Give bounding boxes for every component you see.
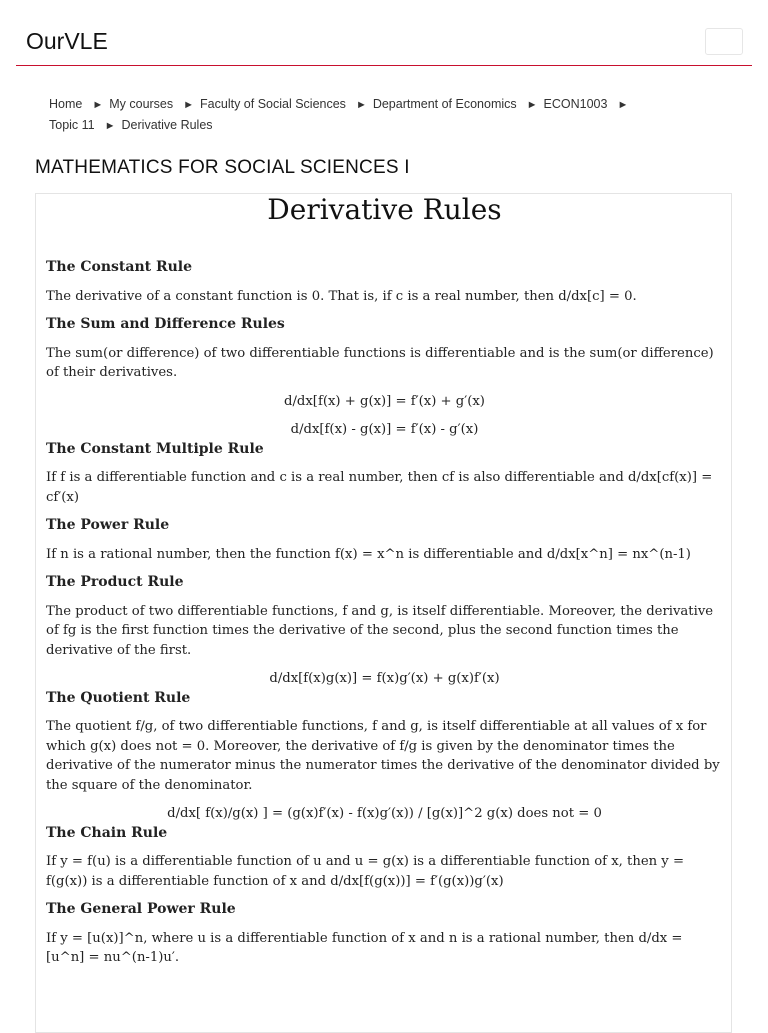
quotient-rule-title: The Quotient Rule xyxy=(46,689,191,706)
breadcrumb xyxy=(49,94,709,136)
quotient-rule-text: The quotient f/g, of two differentiable functions, f and g, is itself differentiable at all values of x for which g(x) does not = 0. Moreover, the derivative of f/g is given by the denominator times the derivative of the numerator minus the numerator times the derivative of the denominator divided by the square of the denominator. xyxy=(46,719,720,793)
header-divider xyxy=(16,65,752,66)
product-rule-text: The product of two differentiable functions, f and g, is itself differentiable. Moreover, the derivative of fg is the first function times the derivative of the second, plus the second function times the derivative of the first. xyxy=(46,603,714,658)
sum-difference-rule-text: The sum(or difference) of two differentiable functions is differentiable and is the sum(or difference) of their derivatives. xyxy=(46,345,714,380)
sum-formula: d/dx[f(x) + g(x)] = f′(x) + g′(x) xyxy=(284,393,485,409)
breadcrumb-faculty[interactable]: Faculty of Social Sciences xyxy=(200,97,346,111)
site-brand[interactable]: OurVLE xyxy=(26,28,108,54)
chain-rule-text: If y = f(u) is a differentiable function of u and u = g(x) is a differentiable function of x, then y = f(g(x)) is a differentiable function of x and d/dx[f(g(x))] = f′(g(x))g′(x) xyxy=(46,854,684,889)
page-content xyxy=(46,194,723,968)
breadcrumb-separator: ► xyxy=(526,99,538,111)
page-heading: Derivative Rules xyxy=(267,193,502,226)
constant-multiple-rule-title: The Constant Multiple Rule xyxy=(46,440,264,457)
breadcrumb-my-courses[interactable]: My courses xyxy=(109,97,174,111)
constant-rule-title: The Constant Rule xyxy=(46,259,193,275)
breadcrumb-department[interactable]: Department of Economics xyxy=(372,97,517,111)
breadcrumb-separator: ► xyxy=(183,99,195,111)
breadcrumb-course[interactable]: ECON1003 xyxy=(543,97,608,111)
product-formula: d/dx[f(x)g(x)] = f(x)g′(x) + g(x)f′(x) xyxy=(269,671,500,686)
quotient-formula: d/dx[ f(x)/g(x) ] = (g(x)f′(x) - f(x)g′(x)) / [g(x)]^2 g(x) does not = 0 xyxy=(167,806,602,821)
site-header xyxy=(0,0,768,66)
breadcrumb-home[interactable]: Home xyxy=(49,97,83,111)
general-power-rule-text: If y = [u(x)]^n, where u is a differentiable function of x and n is a rational number, then d/dx = [u^n] = nu^(n-1)u′. xyxy=(46,930,683,965)
general-power-rule-title: The General Power Rule xyxy=(46,901,236,917)
breadcrumb-separator: ► xyxy=(355,99,367,111)
constant-multiple-rule-text: If f is a differentiable function and c is a real number, then cf is also differentiable and d/dx[cf(x)] = cf′(x) xyxy=(46,470,713,505)
breadcrumb-current: Derivative Rules xyxy=(121,118,213,132)
chain-rule-title: The Chain Rule xyxy=(46,824,168,841)
course-title: MATHEMATICS FOR SOCIAL SCIENCES I xyxy=(35,157,410,178)
breadcrumb-separator: ► xyxy=(104,120,116,132)
sum-difference-rule-title: The Sum and Difference Rules xyxy=(46,316,285,332)
breadcrumb-topic[interactable]: Topic 11 xyxy=(49,118,95,132)
page-content-box xyxy=(35,193,732,1033)
power-rule-text: If n is a rational number, then the function f(x) = x^n is differentiable and d/dx[x^n] = nx^(n-1) xyxy=(46,546,691,562)
difference-formula: d/dx[f(x) - g(x)] = f′(x) - g′(x) xyxy=(290,422,479,437)
breadcrumb-separator: ► xyxy=(617,99,629,111)
constant-rule-text: The derivative of a constant function is 0. That is, if c is a real number, then d/dx[c] = 0. xyxy=(46,288,637,304)
power-rule-title: The Power Rule xyxy=(46,517,170,533)
product-rule-title: The Product Rule xyxy=(46,574,184,590)
navbar-toggle-button[interactable] xyxy=(705,28,743,55)
breadcrumb-separator: ► xyxy=(92,99,104,111)
